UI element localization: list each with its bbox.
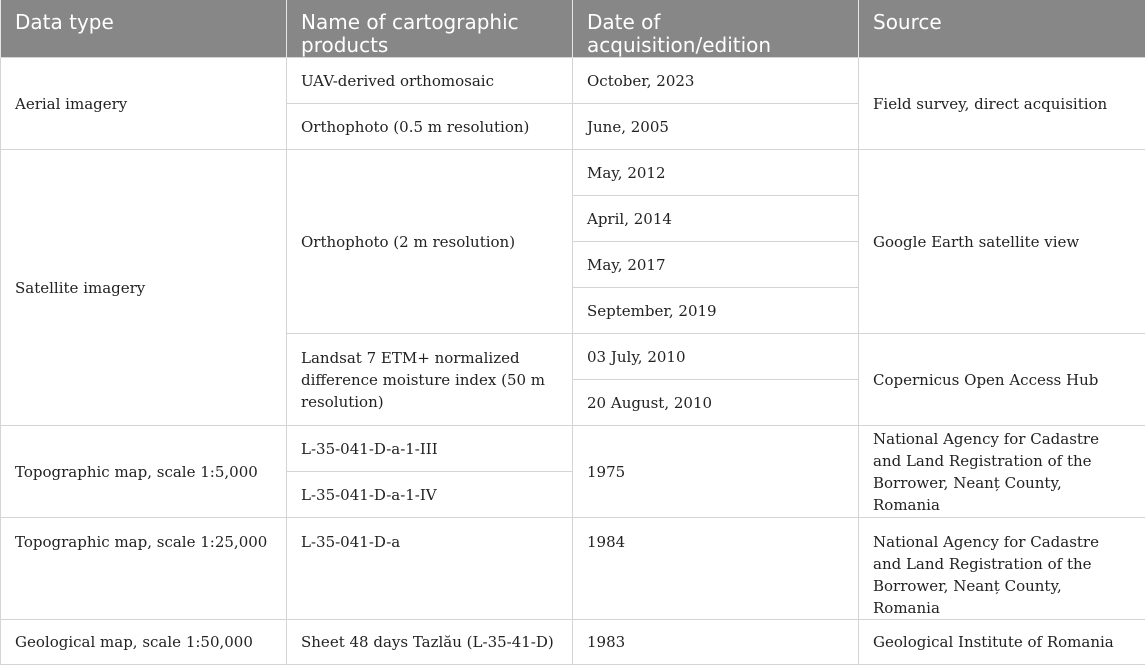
cell-source: Field survey, direct acquisition bbox=[859, 58, 1145, 150]
cell-source: National Agency for Cadastre and Land Registration of the Borrower, Neanț County, Romania bbox=[859, 518, 1145, 620]
cell-product: Landsat 7 ETM+ normalized difference moisture index (50 m resolution) bbox=[287, 334, 573, 426]
cell-data-type: Topographic map, scale 1:5,000 bbox=[1, 426, 287, 518]
cell-data-type: Topographic map, scale 1:25,000 bbox=[1, 518, 287, 620]
cell-date: 20 August, 2010 bbox=[573, 380, 859, 426]
header-source: Source bbox=[859, 0, 1145, 58]
table-row bbox=[1, 426, 1145, 472]
cell-product: Sheet 48 days Tazlău (L-35-41-D) bbox=[287, 620, 573, 665]
cell-source: Geological Institute of Romania bbox=[859, 620, 1145, 665]
header-product-name: Name of cartographic products bbox=[287, 0, 573, 58]
cell-date: September, 2019 bbox=[573, 288, 859, 334]
table-row bbox=[1, 58, 1145, 104]
cell-date: 1984 bbox=[573, 518, 859, 620]
cell-date: May, 2017 bbox=[573, 242, 859, 288]
cell-source: Copernicus Open Access Hub bbox=[859, 334, 1145, 426]
table-row bbox=[1, 620, 1145, 665]
header-data-type: Data type bbox=[1, 0, 287, 58]
cell-product: Orthophoto (0.5 m resolution) bbox=[287, 104, 573, 150]
table-row bbox=[1, 150, 1145, 196]
cell-date: May, 2012 bbox=[573, 150, 859, 196]
cell-date: 1983 bbox=[573, 620, 859, 665]
header-row bbox=[1, 0, 1145, 58]
cell-data-type: Aerial imagery bbox=[1, 58, 287, 150]
cell-date: 1975 bbox=[573, 426, 859, 518]
cell-date: 03 July, 2010 bbox=[573, 334, 859, 380]
cell-product: L-35-041-D-a-1-IV bbox=[287, 472, 573, 518]
header-date: Date of acquisition/edition bbox=[573, 0, 859, 58]
cell-data-type: Geological map, scale 1:50,000 bbox=[1, 620, 287, 665]
cell-data-type: Satellite imagery bbox=[1, 150, 287, 426]
cell-product: Orthophoto (2 m resolution) bbox=[287, 150, 573, 334]
cell-product: UAV-derived orthomosaic bbox=[287, 58, 573, 104]
cell-source: National Agency for Cadastre and Land Registration of the Borrower, Neanț County, Romania bbox=[859, 426, 1145, 518]
cell-product: L-35-041-D-a bbox=[287, 518, 573, 620]
cell-date: June, 2005 bbox=[573, 104, 859, 150]
table-row bbox=[1, 518, 1145, 620]
cell-date: October, 2023 bbox=[573, 58, 859, 104]
cell-source: Google Earth satellite view bbox=[859, 150, 1145, 334]
cell-product: L-35-041-D-a-1-III bbox=[287, 426, 573, 472]
cell-date: April, 2014 bbox=[573, 196, 859, 242]
